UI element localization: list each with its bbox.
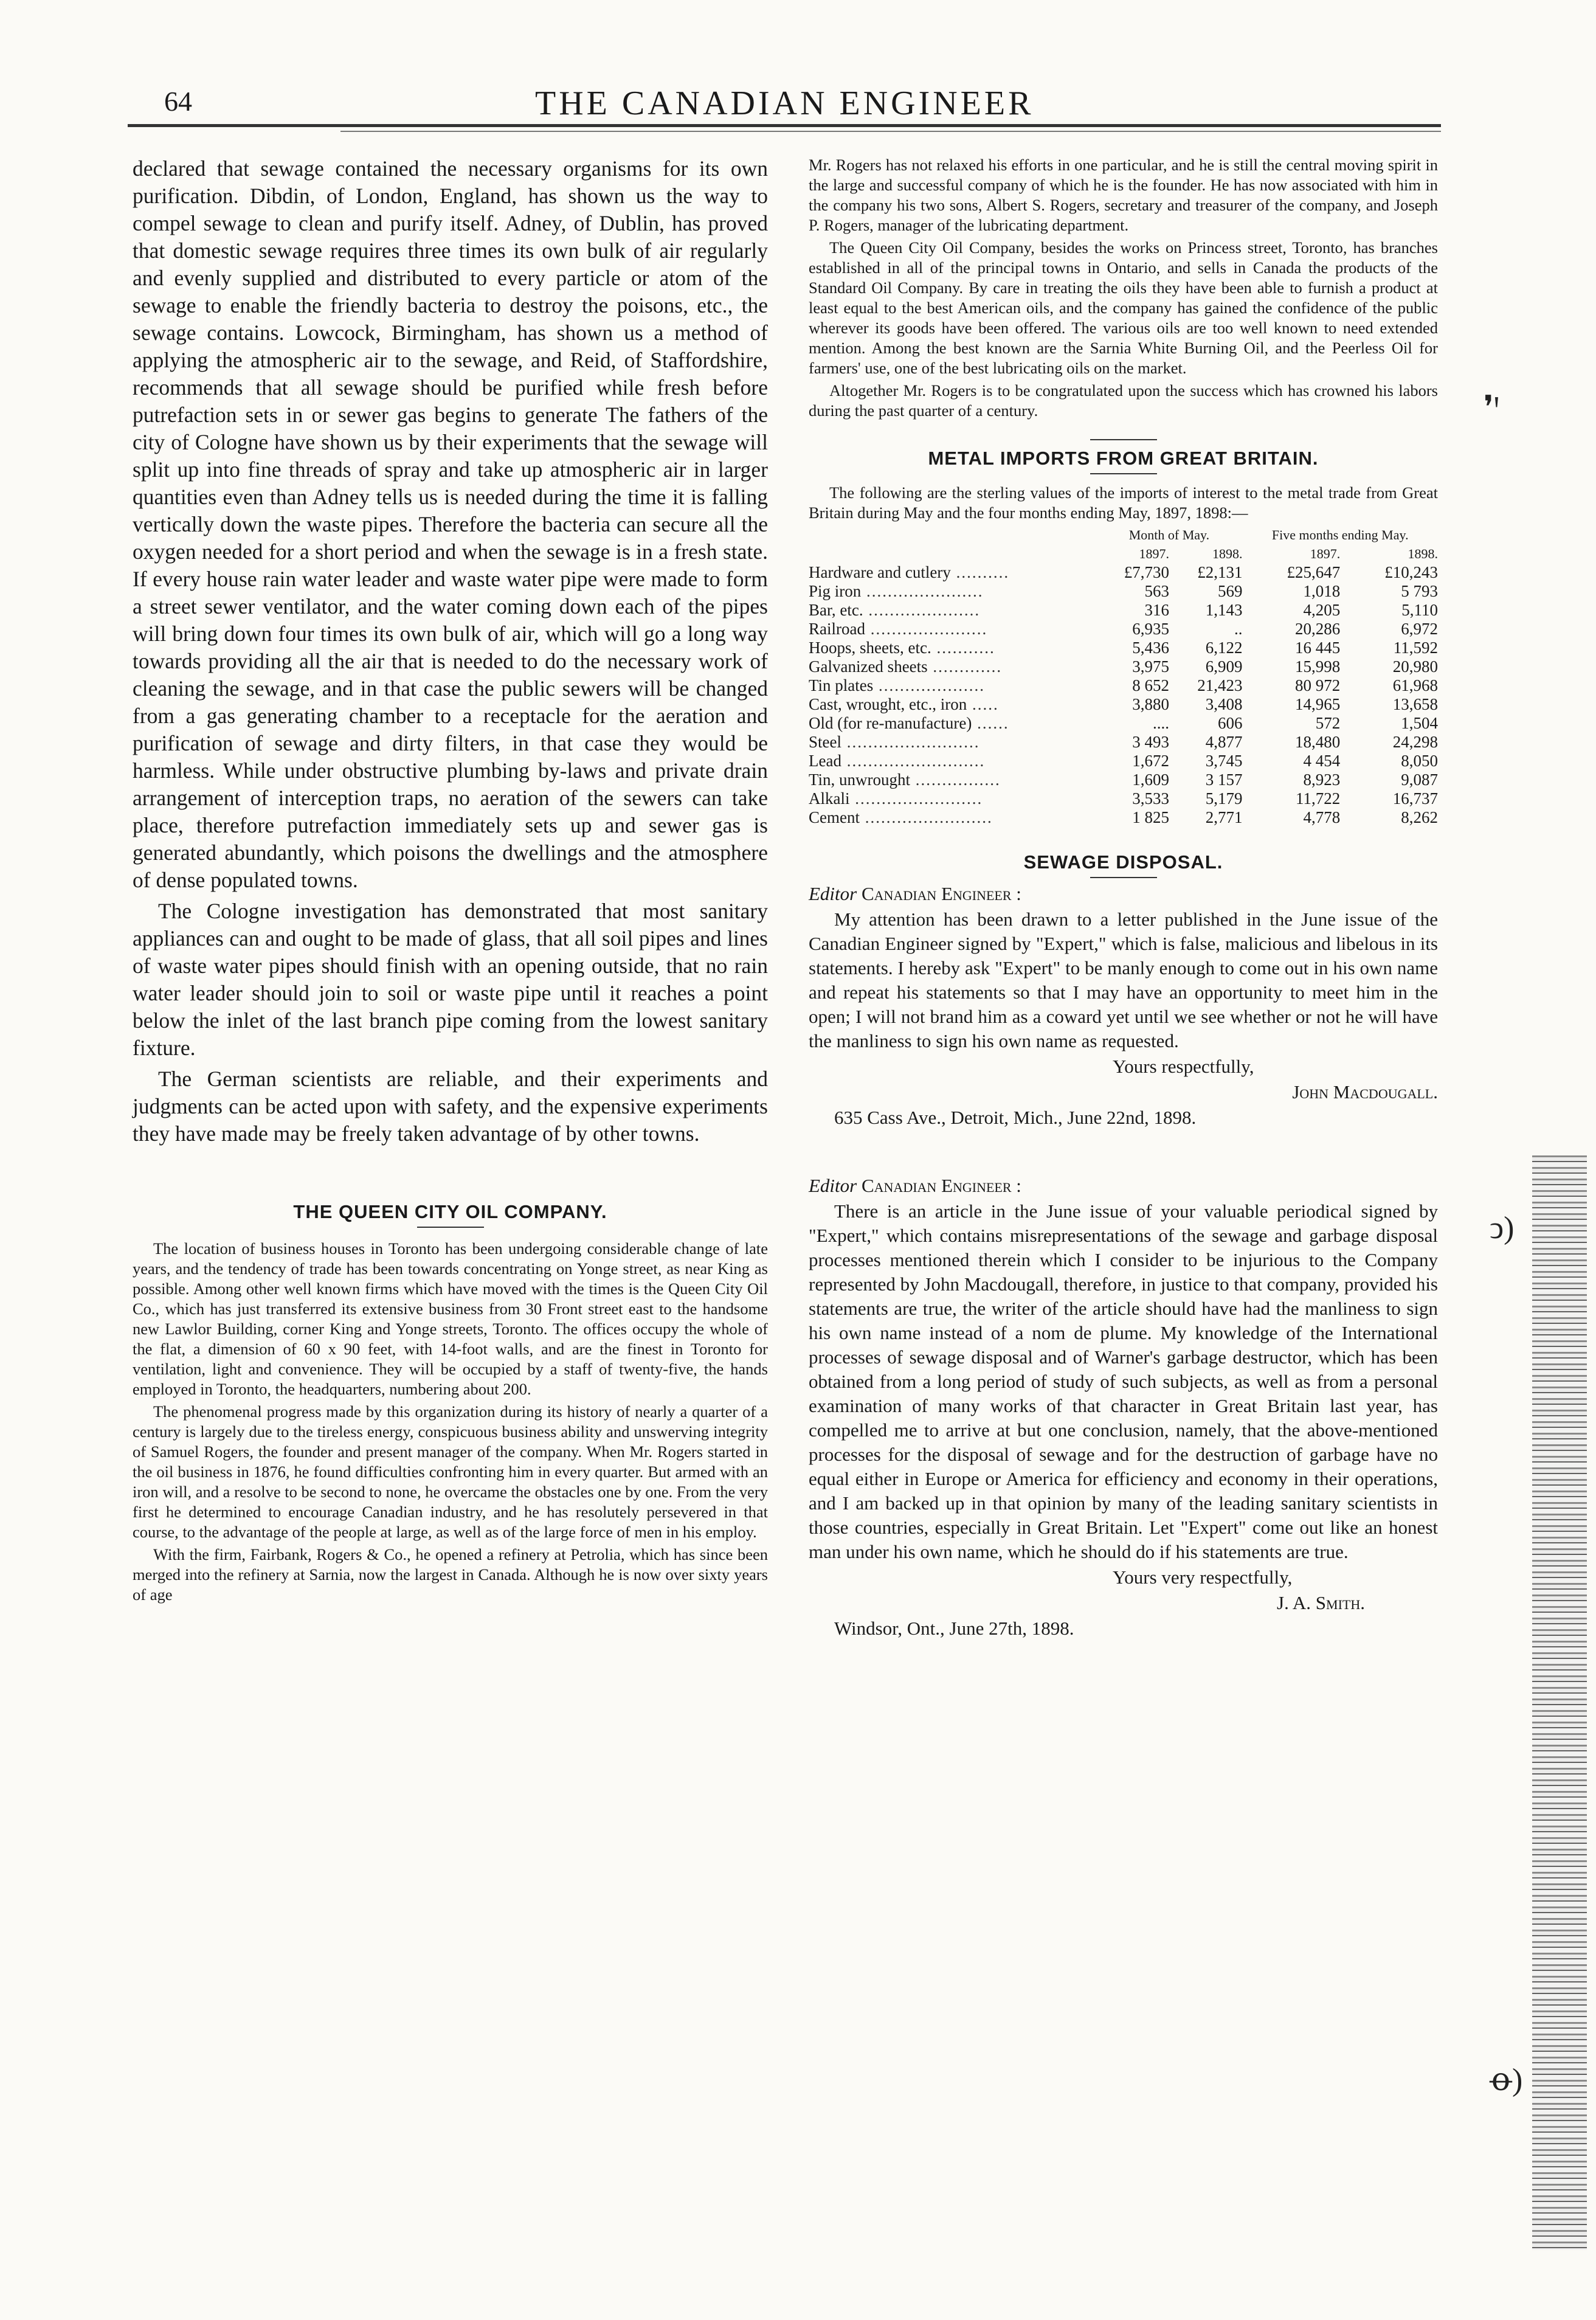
- row-item-label: Tin, unwrought ................: [809, 770, 1001, 789]
- row-value: 11,592: [1393, 639, 1438, 657]
- group-header-may: Month of May.: [1128, 527, 1210, 542]
- queen-city-article: [133, 1239, 768, 1605]
- table-row: [809, 752, 1438, 770]
- scan-edge-noise: [1532, 1155, 1587, 2250]
- article-paragraph: The location of business houses in Toronto has been undergoing considerable change of late years, and the tendency of trade has been towards concentrating on Yonge street, as near King as possible. Among other well known firms which have moved with the times is the Queen City Oil Co., which has just transferred its extensive business from 30 Front street east to the handsome new Lawlor Building, corner King and Yonge streets, Toronto. The offices occupy the whole of the flat, a dimension of 60 x 90 feet, with 14-foot walls, and are the finest in Toronto for ventilation, light and convenience. They will be occupied by a staff of twenty-five, the hands employed in Toronto, the headquarters, numbering about 200.: [133, 1239, 768, 1398]
- row-item-label: Lead ..........................: [809, 752, 986, 770]
- row-value: 8,262: [1401, 808, 1438, 826]
- editor-name: Canadian Engineer :: [861, 883, 1021, 904]
- row-value: 6,909: [1205, 657, 1243, 676]
- scan-mark: ❜ꞌ: [1484, 390, 1500, 425]
- right-column: [809, 155, 1438, 1642]
- row-value: 572: [1315, 714, 1341, 732]
- metal-imports-intro: [809, 483, 1438, 523]
- row-value: 3 157: [1205, 770, 1243, 789]
- row-value: 14,965: [1294, 695, 1341, 713]
- row-item-label: Cast, wrought, etc., iron .....: [809, 695, 999, 713]
- row-item-label: Alkali ........................: [809, 789, 983, 808]
- letter-smith: [809, 1174, 1438, 1641]
- row-item-label: Cement ........................: [809, 808, 993, 826]
- row-value: 5,110: [1401, 601, 1438, 619]
- row-value: 3,533: [1132, 789, 1169, 808]
- row-value: 18,480: [1294, 733, 1341, 751]
- letter-signature: John Macdougall.: [1292, 1081, 1438, 1103]
- dot-leader: ..........: [950, 563, 1010, 581]
- row-item-label: Hardware and cutlery ..........: [809, 563, 1010, 581]
- row-value: 1,143: [1205, 601, 1243, 619]
- table-row: [809, 808, 1438, 827]
- scan-mark: ꝋ): [1490, 2063, 1523, 2097]
- table-row: [809, 676, 1438, 695]
- row-value: 80 972: [1294, 676, 1341, 694]
- year-header: 1897.: [1310, 546, 1341, 561]
- dot-leader: ..........................: [841, 752, 986, 770]
- dot-leader: .....................: [863, 601, 981, 619]
- row-item-label: Pig iron ......................: [809, 582, 984, 600]
- sewage-disposal-heading: SEWAGE DISPOSAL.: [1023, 851, 1223, 873]
- row-value: 15,998: [1294, 657, 1341, 676]
- article-paragraph: With the firm, Fairbank, Rogers & Co., he opened a refinery at Petrolia, which has since been merged into the refinery at Sarnia, now the largest in Canada. Although he is now over sixty years of age: [133, 1545, 768, 1604]
- letter-body: There is an article in the June issue of your valuable periodical signed by "Expert," which contains misrepresentations of the sewage and garbage disposal processes mentioned therein which I consider to be injurious to the Company represented by John Macdougall, therefore, in justice to that company, provided his statements are true, the writer of the article should have had the manliness to sign his own name instead of a nom de plume. My knowledge of the International processes of sewage disposal and of Warner's garbage destructor, which has been obtained from a long period of study of such subjects, as well as from a personal examination of many works of that character in Great Britain last year, has compelled me to arrive at but one conclusion, namely, that the above-mentioned processes for the disposal of sewage and for the destruction of garbage have no equal either in Europe or America for efficiency and economy in their operations, and I am backed up in that opinion by many of the leading sanitary scientists in those countries, especially in Great Britain. Let "Expert" come out like an honest man under his own name, which he should do if his statements are true.: [809, 1200, 1438, 1562]
- row-item-label: Railroad ......................: [809, 620, 988, 638]
- page-number: 64: [164, 86, 192, 117]
- letter-address: 635 Cass Ave., Detroit, Mich., June 22nd, 1898.: [834, 1107, 1197, 1128]
- row-value: 3,408: [1205, 695, 1243, 713]
- row-item-label: Old (for re-manufacture) ......: [809, 714, 1009, 732]
- left-column: [133, 155, 768, 1607]
- row-value: 316: [1144, 601, 1169, 619]
- row-item-label: Steel .........................: [809, 733, 980, 751]
- row-value: 4 454: [1303, 752, 1341, 770]
- header-rule-thin: [340, 131, 1441, 132]
- letter-address: Windsor, Ont., June 27th, 1898.: [834, 1618, 1074, 1639]
- page-title: THE CANADIAN ENGINEER: [535, 85, 1034, 122]
- letter-closing: Yours respectfully,: [1113, 1056, 1254, 1077]
- row-value: £10,243: [1384, 563, 1438, 581]
- row-value: 3,975: [1132, 657, 1169, 676]
- article-paragraph: declared that sewage contained the necessary organisms for its own purification. Dibdin, of London, England, has shown us the way to compel sewage to clean and purify itself. Adney, of Dublin, has proved that domestic sewage requires three times its own bulk of air regularly and evenly supplied and distributed to every particle or atom of the sewage to enable the friendly bacteria to destroy the poisons, etc., the sewage contains. Lowcock, Birmingham, has shown us a method of applying the atmospheric air to the sewage, and Reid, of Staffordshire, recommends that all sewage should be purified while fresh before putrefaction sets in or sewer gas begins to generate The fathers of the city of Cologne have shown us by their experiments that the sewage will split up into fine threads of spray and take up atmospheric air in larger quantities even than Adney tells us is needed during the time it is falling vertically down the waste pipes. Therefore the bacteria can secure all the oxygen needed for a short period and when the sewage is in a fresh state. If every house rain water leader and waste water pipe were made to form a street sewer ventilator, and the water coming down each of the pipes will bring down four times its own bulk of air, which will go a long way towards providing all the air that is needed to do the necessary work of cleaning the sewage, and in that case the public sewers will be changed from a gas generating chamber to a receptacle for the aeration and purification of sewage and dirty filters, in that case they would be harmless. While under obstructive plumbing by-laws and private drain arrangement of interception traps, no aeration of the sewers can take place, therefore putrefaction immediately sets up and sewer gas is generated abundantly, which poisons the dwellings and the atmosphere of dense populated towns.: [133, 156, 768, 892]
- row-value: 6,122: [1205, 639, 1243, 657]
- table-row: [809, 733, 1438, 752]
- table-intro: The following are the sterling values of the imports of interest to the metal trade from Great Britain during May and the four months ending May, 1897, 1898:—: [809, 483, 1438, 522]
- year-header: 1898.: [1212, 546, 1243, 561]
- row-value: ..: [1234, 620, 1243, 638]
- article-paragraph: The Queen City Oil Company, besides the works on Princess street, Toronto, has branches established in all of the principal towns in Ontario, and sells in Canada the products of the Standard Oil Company. By care in treating the oils they have been able to furnish a product at least equal to the best American oils, and the company has gained the confidence of the public wherever its goods have been offered. The various oils are too well known to need extended mention. Among the best known are the Sarnia White Burning Oil, and the Peerless Oil for farmers' use, one of the best lubricating oils on the market.: [809, 238, 1438, 377]
- dot-leader: ......................: [861, 582, 984, 600]
- row-value: 6,972: [1401, 620, 1438, 638]
- row-item-label: Tin plates ....................: [809, 676, 986, 694]
- row-value: 5 793: [1401, 582, 1438, 600]
- dot-leader: .............: [927, 657, 1003, 676]
- table-row: [809, 639, 1438, 657]
- heading-rule: [1090, 473, 1157, 474]
- header-rule: [128, 124, 1441, 127]
- row-value: 2,771: [1205, 808, 1243, 826]
- metal-imports-heading: METAL IMPORTS FROM GREAT BRITAIN.: [928, 448, 1319, 469]
- row-item-label: Galvanized sheets .............: [809, 657, 1003, 676]
- letter-salutation: [809, 1174, 1438, 1198]
- row-value: 1,672: [1132, 752, 1169, 770]
- editor-prefix: Editor: [809, 883, 857, 904]
- dot-leader: ......................: [865, 620, 988, 638]
- letter-salutation: [809, 882, 1438, 906]
- table-row: [809, 601, 1438, 620]
- row-value: 11,722: [1295, 789, 1341, 808]
- row-value: 563: [1144, 582, 1169, 600]
- group-header-five-months: Five months ending May.: [1271, 527, 1409, 542]
- row-value: 6,935: [1132, 620, 1169, 638]
- dot-leader: ....................: [873, 676, 986, 694]
- table-row: [809, 714, 1438, 733]
- row-value: 1,609: [1132, 770, 1169, 789]
- row-value: £25,647: [1287, 563, 1341, 581]
- table-year-header: [809, 544, 1438, 563]
- table-row: [809, 620, 1438, 639]
- row-value: 4,205: [1303, 601, 1341, 619]
- year-header: 1898.: [1408, 546, 1438, 561]
- row-value: 21,423: [1197, 676, 1243, 694]
- table-row: [809, 657, 1438, 676]
- table-group-header: [809, 525, 1438, 544]
- dot-leader: ........................: [849, 789, 983, 808]
- letter-body: My attention has been drawn to a letter published in the June issue of the Canadian Engineer signed by "Expert," which is false, malicious and libelous in its statements. I hereby ask "Expert" to be manly enough to come out in his own name and repeat his statements so that I may have an opportunity to meet him in the open; I will not brand him as a coward yet until we see whether or not he will have the manliness to sign his own name as requested.: [809, 909, 1438, 1051]
- queen-city-heading: THE QUEEN CITY OIL COMPANY.: [293, 1201, 607, 1222]
- sewage-article: [133, 155, 768, 1148]
- dot-leader: ......: [972, 714, 1009, 732]
- letter-signature: J. A. Smith.: [1277, 1592, 1365, 1613]
- dot-leader: .........................: [841, 733, 980, 751]
- table-row: [809, 563, 1438, 582]
- scan-mark: ↄ): [1490, 1211, 1515, 1245]
- queen-city-continued: [809, 155, 1438, 421]
- row-value: 8 652: [1132, 676, 1169, 694]
- table-row: [809, 695, 1438, 714]
- dot-leader: ................: [910, 770, 1001, 789]
- row-value: 1 825: [1132, 808, 1169, 826]
- article-paragraph: Mr. Rogers has not relaxed his efforts in one particular, and he is still the central moving spirit in the large and successful company of which he is the founder. He has now associated with him in the company his two sons, Albert S. Rogers, secretary and treasurer of the company, and Joseph P. Rogers, manager of the lubricating department.: [809, 156, 1438, 234]
- letter-closing: Yours very respectfully,: [1113, 1567, 1293, 1588]
- row-value: 3,745: [1205, 752, 1243, 770]
- row-value: 5,179: [1205, 789, 1243, 808]
- row-value: £7,730: [1124, 563, 1169, 581]
- row-value: 20,286: [1294, 620, 1341, 638]
- row-item-label: Hoops, sheets, etc. ...........: [809, 639, 995, 657]
- dot-leader: ...........: [931, 639, 995, 657]
- dot-leader: ........................: [859, 808, 993, 826]
- article-paragraph: The phenomenal progress made by this organization during its history of nearly a quarter of a century is largely due to the tireless energy, conspicuous business ability and unswerving integrity of Samuel Rogers, the founder and present manager of the company. When Mr. Rogers started in the oil business in 1876, he found difficulties confronting him in every quarter. But armed with an iron will, and a resolve to be second to none, he overcame the obstacles one by one. From the very first he determined to encourage Canadian industry, and he has resolutely persevered in that course, to the advantage of the people at large, as well as of the large force of men in his employ.: [133, 1402, 768, 1541]
- row-value: £2,131: [1197, 563, 1243, 581]
- row-value: 9,087: [1401, 770, 1438, 789]
- article-paragraph: The Cologne investigation has demonstrated that most sanitary appliances can and ought to be made of glass, that all soil pipes and lines of waste water pipes should finish with an opening outside, that no rain water leader should join to soil or waste pipe until it reaches a point below the inlet of the last branch pipe coming from the lowest sanitary fixture.: [133, 899, 768, 1060]
- editor-name: Canadian Engineer :: [861, 1175, 1021, 1196]
- dot-leader: .....: [967, 695, 999, 713]
- row-value: 606: [1217, 714, 1243, 732]
- row-value: 24,298: [1392, 733, 1438, 751]
- row-value: 8,050: [1401, 752, 1438, 770]
- table-row: [809, 582, 1438, 601]
- row-value: 20,980: [1392, 657, 1438, 676]
- table-row: [809, 770, 1438, 789]
- table-body: [809, 563, 1438, 827]
- row-value: ....: [1152, 714, 1169, 732]
- letter-macdougall: [809, 882, 1438, 1130]
- metal-imports-table: [809, 525, 1438, 827]
- row-value: 4,877: [1205, 733, 1243, 751]
- row-value: 569: [1217, 582, 1243, 600]
- editor-prefix: Editor: [809, 1175, 857, 1196]
- row-value: 1,504: [1401, 714, 1438, 732]
- row-value: 1,018: [1303, 582, 1341, 600]
- heading-rule: [1090, 439, 1157, 440]
- row-value: 5,436: [1132, 639, 1169, 657]
- row-value: 61,968: [1392, 676, 1438, 694]
- row-value: 16,737: [1392, 789, 1438, 808]
- heading-rule: [417, 1227, 484, 1228]
- row-value: 3 493: [1132, 733, 1169, 751]
- row-item-label: Bar, etc. .....................: [809, 601, 981, 619]
- heading-rule: [1090, 877, 1157, 878]
- row-value: 3,880: [1132, 695, 1169, 713]
- row-value: 16 445: [1294, 639, 1341, 657]
- article-paragraph: The German scientists are reliable, and their experiments and judgments can be acted upon with safety, and the expensive experiments they have made may be freely taken advantage of by other towns.: [133, 1067, 768, 1146]
- row-value: 4,778: [1303, 808, 1341, 826]
- row-value: 13,658: [1392, 695, 1438, 713]
- article-paragraph: Altogether Mr. Rogers is to be congratulated upon the success which has crowned his labors during the past quarter of a century.: [809, 381, 1438, 420]
- year-header: 1897.: [1139, 546, 1169, 561]
- row-value: 8,923: [1303, 770, 1341, 789]
- table-row: [809, 789, 1438, 808]
